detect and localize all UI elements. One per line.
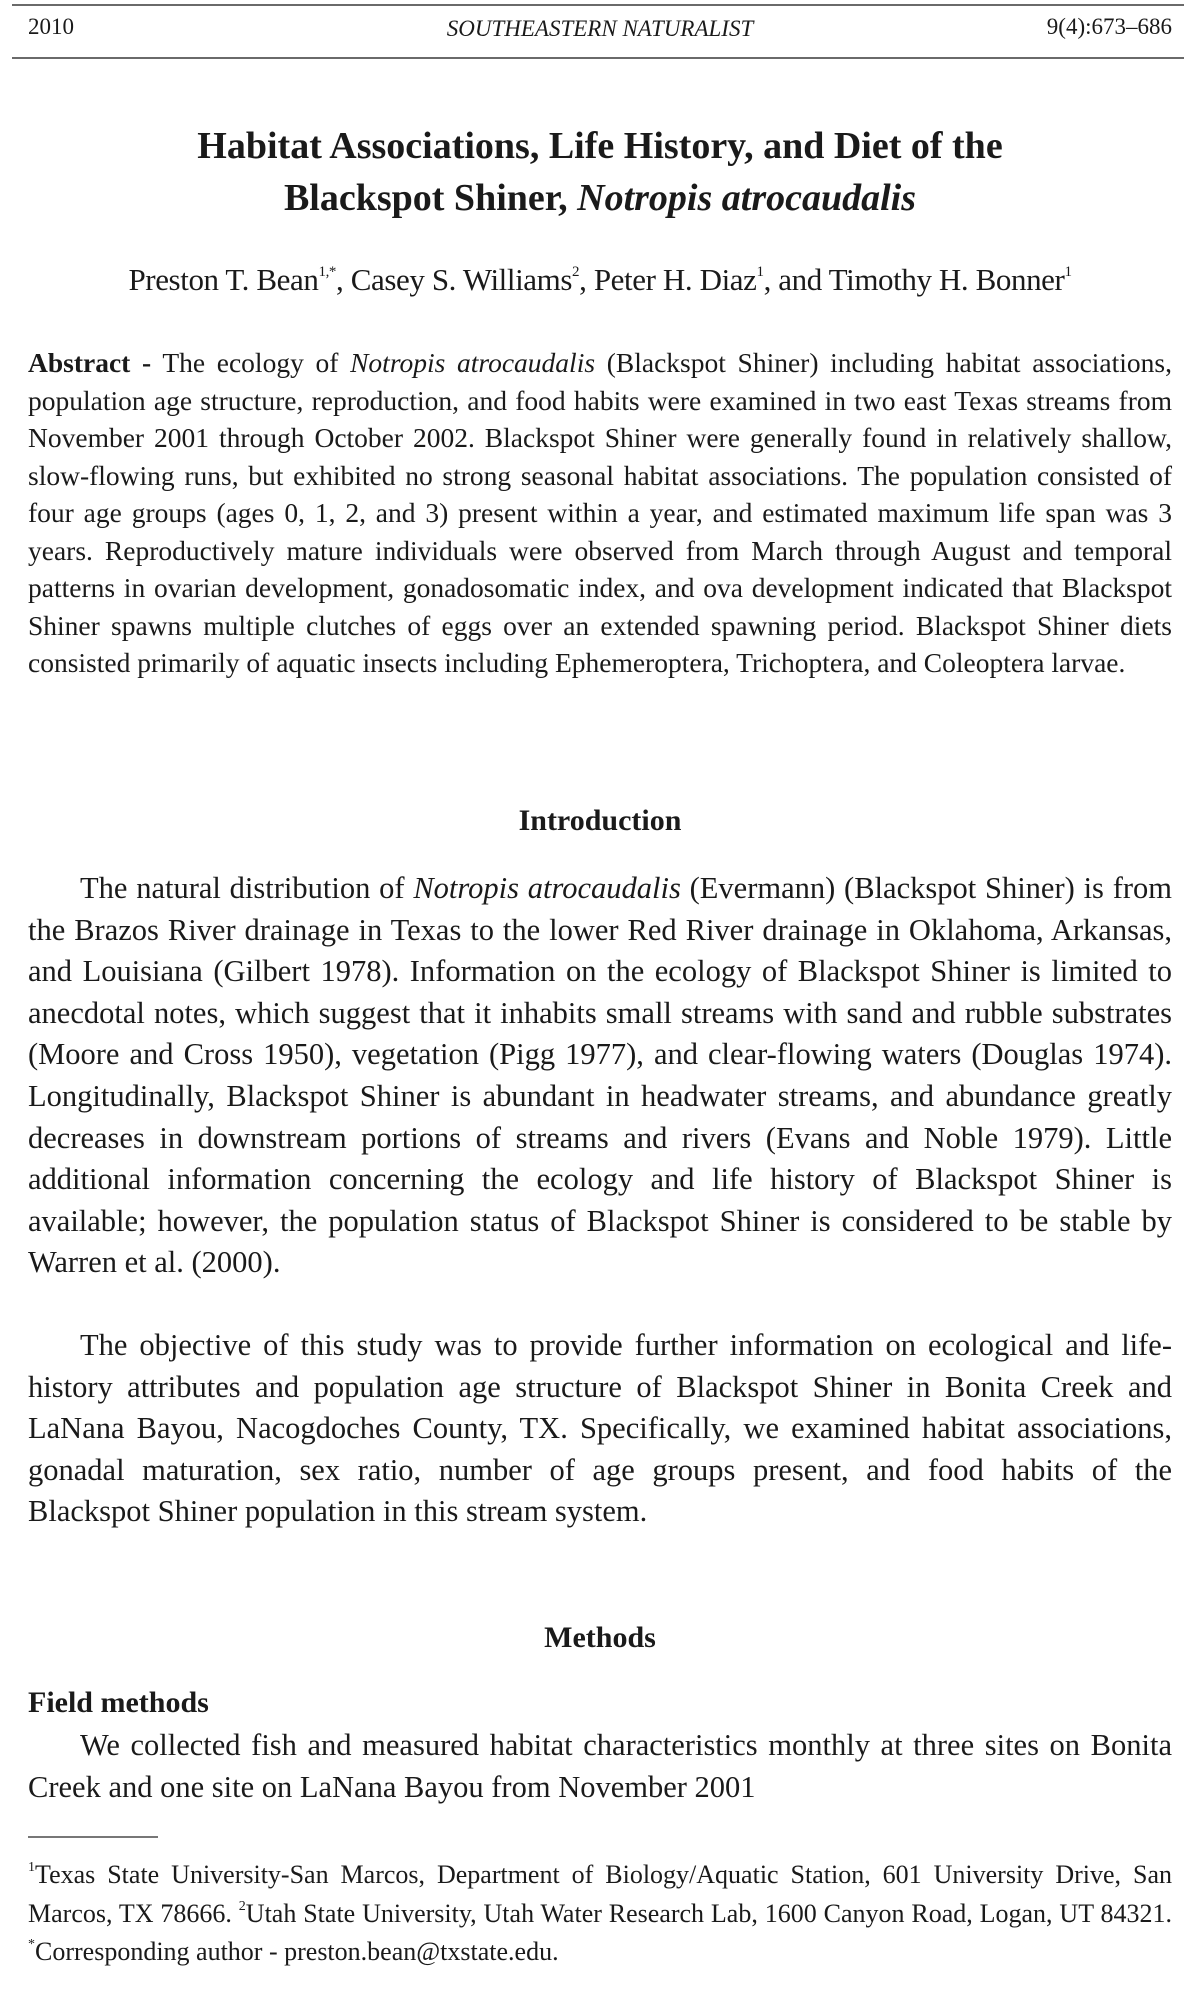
footnote-mark: 2 — [238, 1898, 246, 1914]
affiliations-footnote — [28, 1856, 1172, 1972]
author-affiliation-mark: 1 — [756, 264, 764, 280]
subsection-heading-field-methods: Field methods — [28, 1686, 209, 1719]
abstract-species: Notropis atrocaudalis — [350, 347, 596, 378]
header-bottom-rule — [12, 57, 1184, 59]
header-top-rule — [12, 4, 1184, 6]
section-heading-introduction: Introduction — [518, 804, 682, 837]
author-affiliation-mark: 1 — [1064, 264, 1072, 280]
author-list — [28, 262, 1172, 298]
author-separator: , — [579, 262, 594, 297]
abstract-label: Abstract - — [28, 347, 152, 378]
introduction-objective — [28, 1325, 1172, 1533]
footnote-text: Utah State University, Utah Water Research Lab, 1600 Canyon Road, Logan, UT 84321. — [245, 1898, 1172, 1928]
author — [351, 262, 594, 297]
paragraph: The objective of this study was to provide further information on ecological and life-history attributes and population age structure of Blackspot Shiner in Bonita Creek and LaNana Bayou, Nacogdoches County, TX. Specifically, we examined habitat associations, gonadal maturation, sex ratio, number of age groups present, and food habits of the Blackspot Shiner population in this stream system. — [28, 1328, 1172, 1529]
title-line-1: Habitat Associations, Life History, and Diet of the — [197, 125, 1003, 167]
footnote-mark: 1 — [28, 1860, 35, 1875]
running-header — [28, 14, 1172, 46]
author-separator: , and — [763, 262, 829, 297]
paragraph: We collected fish and measured habitat characteristics monthly at three sites on Bonita Creek and one site on LaNana Bayou from November 2001 — [28, 1728, 1172, 1804]
abstract — [28, 344, 1172, 682]
author-affiliation-mark: 1,* — [318, 264, 337, 280]
author-name: Peter H. Diaz — [593, 262, 757, 297]
author — [128, 262, 350, 297]
section-heading-methods: Methods — [544, 1621, 656, 1654]
species-name: Notropis atrocaudalis — [413, 871, 681, 905]
title-line-2 — [0, 172, 1200, 224]
paragraph — [28, 868, 1172, 1284]
methods-body — [28, 1725, 1172, 1808]
header-journal: SOUTHEASTERN NATURALIST — [446, 16, 754, 41]
paragraph-text: The natural distribution of — [80, 871, 414, 905]
author — [594, 262, 829, 297]
header-year: 2010 — [28, 14, 74, 39]
author-name: Preston T. Bean — [128, 262, 319, 297]
author-affiliation-mark: 2 — [572, 264, 580, 280]
author-name: Timothy H. Bonner — [828, 262, 1065, 297]
header-volume-pages: 9(4):673–686 — [1046, 14, 1172, 39]
paper-title — [0, 120, 1200, 224]
footnote-mark: * — [28, 1937, 35, 1952]
abstract-text: (Blackspot Shiner) including habitat associations, population age structure, reproduction, and food habits were examined in two east Texas streams from November 2001 through October 2002. Blackspot Shiner were generally found in relatively shallow, slow-flowing runs, but exhibited no strong seasonal habitat associations. The population consisted of four age groups (ages 0, 1, 2, and 3) present within a year, and estimated maximum life span was 3 years. Reproductively mature individuals were observed from March through August and temporal patterns in ovarian development, gonadosomatic index, and ova development indicated that Blackspot Shiner spawns multiple clutches of eggs over an extended spawning period. Blackspot Shiner diets consisted primarily of aquatic insects including Ephemeroptera, Trichoptera, and Coleoptera larvae. — [28, 347, 1172, 678]
footnote-text: Texas State University-San Marcos, Department of Biology/Aquatic Station, 601 University Drive, San Marcos, TX 78666. — [28, 1860, 1172, 1928]
introduction-body — [28, 868, 1172, 1284]
title-species: Notropis atrocaudalis — [577, 177, 917, 219]
author-name: Casey S. Williams — [350, 262, 573, 297]
paragraph-text: (Evermann) (Blackspot Shiner) is from the Brazos River drainage in Texas to the lower Red River drainage in Oklahoma, Arkansas, and Louisiana (Gilbert 1978). Information on the ecology of Blackspot Shiner is limited to anecdotal notes, which suggest that it inhabits small streams with sand and rubble substrates (Moore and Cross 1950), vegetation (Pigg 1977), and clear-flowing waters (Douglas 1974). Longitudinally, Blackspot Shiner is abundant in headwater streams, and abundance greatly decreases in downstream portions of streams and rivers (Evans and Noble 1979). Little additional information concerning the ecology and life history of Blackspot Shiner is available; however, the population status of Blackspot Shiner is considered to be stable by Warren et al. (2000). — [28, 871, 1172, 1280]
author-separator: , — [336, 262, 351, 297]
author — [829, 262, 1072, 297]
abstract-text: The ecology of — [151, 347, 351, 378]
footnote-text: Corresponding author - preston.bean@txstate.edu. — [35, 1937, 559, 1966]
footnote-rule — [28, 1836, 158, 1838]
title-line-2-text: Blackspot Shiner, — [283, 177, 578, 219]
